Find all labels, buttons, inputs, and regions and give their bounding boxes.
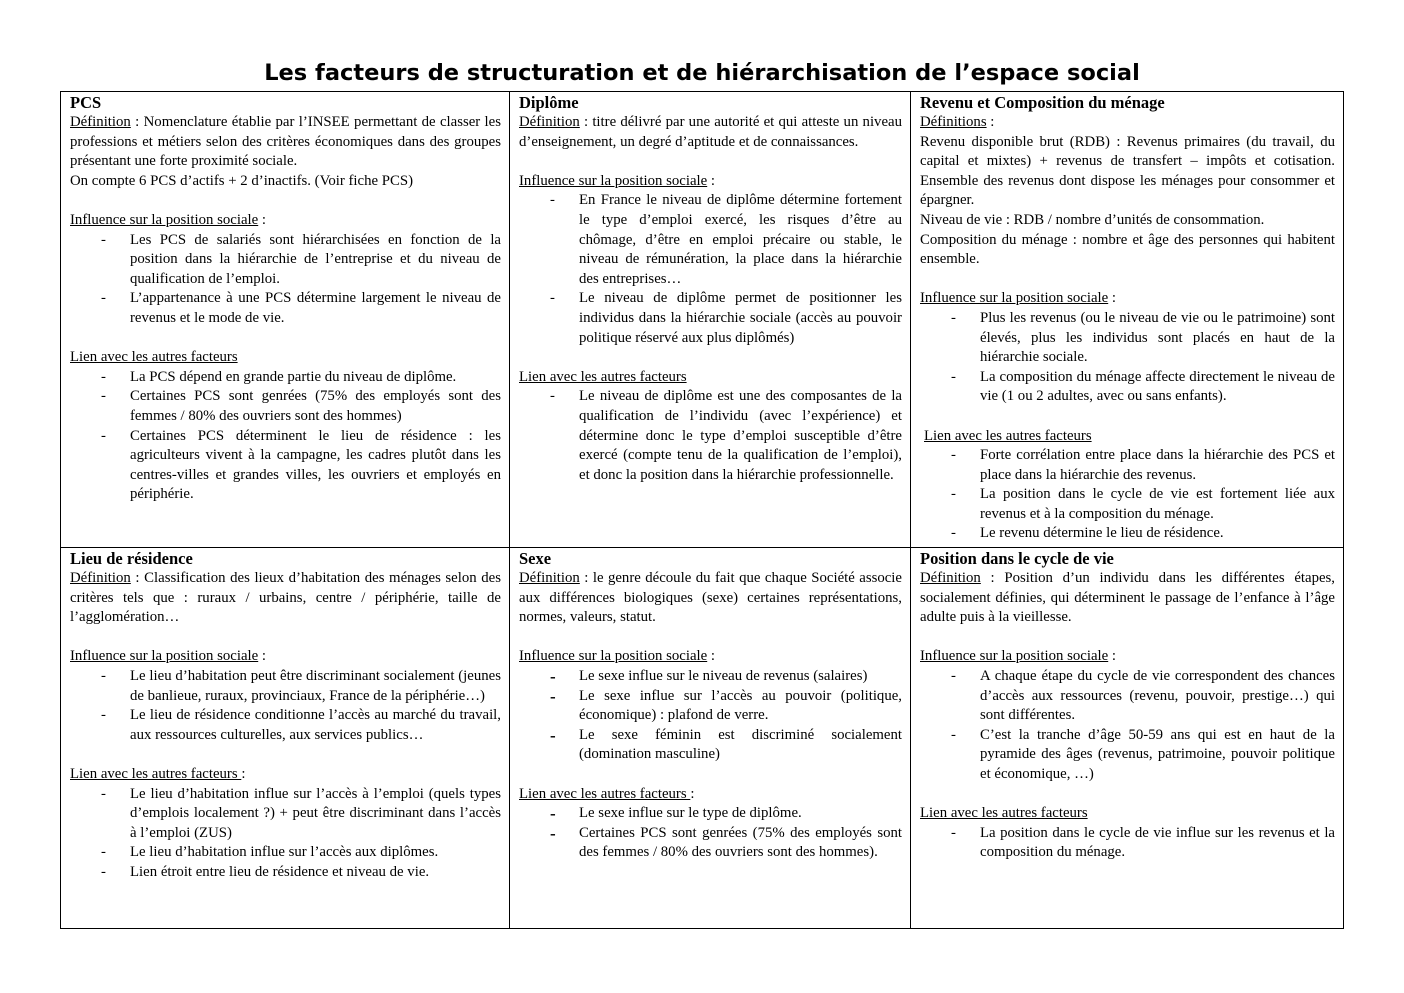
lien-list xyxy=(70,368,501,505)
list-item: - Le sexe influe sur le type de diplôme. xyxy=(579,804,902,824)
definition-text: : Nomenclature établie par l’INSEE permettant de classer les professions et métiers selon des critères économiques dans des groupes présentant une forte proximité sociale. xyxy=(70,114,501,170)
lien-heading: Lien avec les autres facteurs : xyxy=(519,785,695,802)
definition-label: Définition xyxy=(70,114,131,130)
influence-heading: Influence sur la position sociale : xyxy=(70,211,267,228)
list-item: - L’appartenance à une PCS détermine largement le niveau de revenus et le mode de vie. xyxy=(130,289,501,328)
lien-list xyxy=(519,804,902,863)
cell-title: Position dans le cycle de vie xyxy=(920,549,1114,568)
definition-line: Revenu disponible brut (RDB) : Revenus primaires (du travail, du capital et mixtes) + revenus de transfert – impôts et cotisation. Ensemble des revenus dont dispose les ménages pour consommer et épargner. xyxy=(920,133,1335,209)
list-item: - Le revenu détermine le lieu de résidence. xyxy=(980,524,1335,544)
list-item: - Les PCS de salariés sont hiérarchisées en fonction de la position dans la hiérarchie de l’entreprise et du niveau de qualification de l’emploi. xyxy=(130,231,501,290)
influence-heading: Influence sur la position sociale : xyxy=(920,648,1117,665)
cell-title: PCS xyxy=(70,93,102,112)
lien-list xyxy=(70,785,501,883)
cell-title: Sexe xyxy=(519,549,552,568)
list-item: - Certaines PCS déterminent le lieu de résidence : les agriculteurs vivent à la campagne, les cadres plutôt dans les centres-villes et grandes villes, les ouvriers et employés en périphérie. xyxy=(130,427,501,505)
list-item: - Le niveau de diplôme permet de positionner les individus dans la hiérarchie sociale (accès au pouvoir politique réservé aux plus diplômés) xyxy=(579,289,902,348)
list-item: - Le lieu d’habitation peut être discriminant socialement (jeunes de banlieue, ruraux, provinciaux, France de la périphérie…) xyxy=(130,667,501,706)
list-item: - Le sexe féminin est discriminé socialement (domination masculine) xyxy=(579,726,902,765)
definition-text: : le genre découle du fait que chaque Société associe aux différences biologiques (sexe) certaines représentations, normes, valeurs, statut. xyxy=(519,570,902,626)
influence-list xyxy=(920,667,1335,785)
factors-table xyxy=(60,91,1344,929)
influence-heading: Influence sur la position sociale : xyxy=(920,290,1117,307)
cell-diplome xyxy=(510,92,911,548)
definition xyxy=(519,113,902,152)
list-item: - La composition du ménage affecte directement le niveau de vie (1 ou 2 adultes, avec ou sans enfants). xyxy=(980,368,1335,407)
list-item: - Le niveau de diplôme est une des composantes de la qualification de l’individu (avec l’expérience) et détermine donc le type d’emploi susceptible d’être exercé (compte tenu de la qualification de l’emploi), et donc la position dans la hiérarchie professionnelle. xyxy=(579,387,902,485)
cell-revenu xyxy=(911,92,1344,548)
definition-label: Définition xyxy=(519,570,580,586)
definition: Définitions : xyxy=(920,114,995,130)
cell-title: Revenu et Composition du ménage xyxy=(920,93,1165,112)
cell-pcs xyxy=(61,92,510,548)
definition-label: Définitions xyxy=(920,114,987,130)
definition-text: : Position d’un individu dans les différentes étapes, socialement définies, qui déterminent le passage de l’enfance à l’âge adulte puis à la vieillesse. xyxy=(920,570,1335,626)
list-item: - En France le niveau de diplôme détermine fortement le type d’emploi exercé, les risques d’être au chômage, d’être en emploi précaire ou stable, le niveau de rémunération, la place dans la hiérarchie des entreprises… xyxy=(579,191,902,289)
lien-heading: Lien avec les autres facteurs xyxy=(519,368,687,385)
cell-title: Diplôme xyxy=(519,93,579,112)
list-item: - Le lieu de résidence conditionne l’accès au marché du travail, aux ressources culturelles, aux services publics… xyxy=(130,706,501,745)
lien-heading: Lien avec les autres facteurs : xyxy=(70,765,246,782)
definition xyxy=(70,113,501,172)
list-item: - Plus les revenus (ou le niveau de vie ou le patrimoine) sont élevés, plus les individus sont placés en haut de la hiérarchie sociale. xyxy=(980,309,1335,368)
influence-heading: Influence sur la position sociale : xyxy=(519,648,716,665)
list-item: - La position dans le cycle de vie est fortement liée aux revenus et à la composition du ménage. xyxy=(980,485,1335,524)
list-item: - Forte corrélation entre place dans la hiérarchie des PCS et place dans la hiérarchie des revenus. xyxy=(980,446,1335,485)
influence-list xyxy=(70,231,501,329)
cell-cycle-de-vie xyxy=(911,548,1344,929)
influence-list xyxy=(519,191,902,348)
definition-label: Définition xyxy=(920,570,981,586)
definition-line: Composition du ménage : nombre et âge des personnes qui habitent ensemble. xyxy=(920,231,1335,268)
influence-list xyxy=(70,667,501,745)
lien-list xyxy=(920,446,1335,544)
list-item: - La PCS dépend en grande partie du niveau de diplôme. xyxy=(130,368,501,388)
list-item: - Lien étroit entre lieu de résidence et niveau de vie. xyxy=(130,863,501,883)
definition xyxy=(70,569,501,628)
lien-heading: Lien avec les autres facteurs xyxy=(924,427,1092,444)
list-item: - La position dans le cycle de vie influe sur les revenus et la composition du ménage. xyxy=(980,824,1335,863)
cell-lieu-residence xyxy=(61,548,510,929)
lien-heading: Lien avec les autres facteurs xyxy=(70,349,238,366)
lien-heading: Lien avec les autres facteurs xyxy=(920,805,1088,822)
list-item: - Le sexe influe sur le niveau de revenus (salaires) xyxy=(579,667,902,687)
definition-label: Définition xyxy=(519,114,580,130)
influence-heading: Influence sur la position sociale : xyxy=(70,648,267,665)
lien-list xyxy=(920,824,1335,863)
definition-line: Niveau de vie : RDB / nombre d’unités de consommation. xyxy=(920,211,1265,228)
definition-text: : titre délivré par une autorité et qui atteste un niveau d’enseignement, un degré d’aptitude et de connaissances. xyxy=(519,114,902,150)
definition xyxy=(519,569,902,628)
influence-list xyxy=(920,309,1335,407)
list-item: - Certaines PCS sont genrées (75% des employés sont des femmes / 80% des ouvriers sont des hommes) xyxy=(130,387,501,426)
cell-sexe xyxy=(510,548,911,929)
definition-text: : Classification des lieux d’habitation des ménages selon des critères tels que : ruraux / urbains, centre / périphérie, taille de l’agglomération… xyxy=(70,570,501,626)
list-item: - Le sexe influe sur l’accès au pouvoir (politique, économique) : plafond de verre. xyxy=(579,687,902,726)
list-item: - Le lieu d’habitation influe sur l’accès aux diplômes. xyxy=(130,843,501,863)
page-title: Les facteurs de structuration et de hiérarchisation de l’espace social xyxy=(264,60,1140,86)
definition-label: Définition xyxy=(70,570,131,586)
list-item: - Le lieu d’habitation influe sur l’accès à l’emploi (quels types d’emplois localement ?) + peut être discriminant dans l’accès à l’emploi (ZUS) xyxy=(130,785,501,844)
lien-list xyxy=(519,387,902,485)
cell-title: Lieu de résidence xyxy=(70,549,193,568)
definition-extra: On compte 6 PCS d’actifs + 2 d’inactifs. (Voir fiche PCS) xyxy=(70,172,414,189)
influence-list xyxy=(519,667,902,765)
list-item: - Certaines PCS sont genrées (75% des employés sont des femmes / 80% des ouvriers sont des hommes). xyxy=(579,824,902,863)
list-item: - C’est la tranche d’âge 50-59 ans qui est en haut de la pyramide des âges (revenus, patrimoine, pouvoir politique et économique, …) xyxy=(980,726,1335,785)
table-row xyxy=(61,92,1344,548)
list-item: - A chaque étape du cycle de vie correspondent des chances d’accès aux ressources (revenu, pouvoir, prestige…) qui sont différentes. xyxy=(980,667,1335,726)
definition xyxy=(920,569,1335,628)
table-row xyxy=(61,548,1344,929)
influence-heading: Influence sur la position sociale : xyxy=(519,172,716,189)
